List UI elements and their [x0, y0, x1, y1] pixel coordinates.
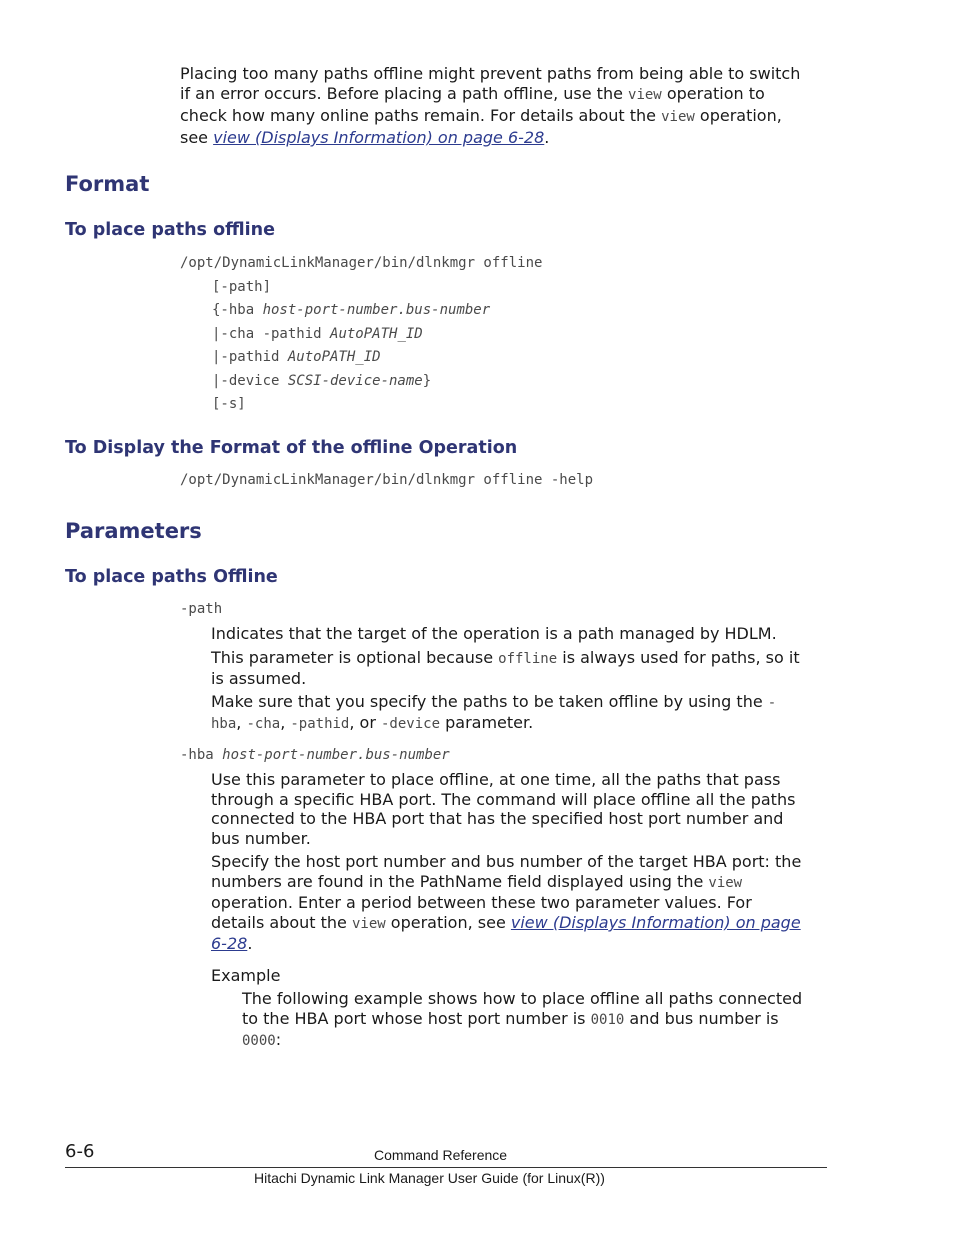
text: is assumed.	[211, 669, 307, 688]
text: if an error occurs. Before placing a path offline, use the	[180, 84, 629, 103]
example-description	[242, 989, 837, 1051]
inline-code: view	[351, 916, 386, 932]
text: operation. Enter a period between these two parameter values. For	[211, 893, 752, 912]
inline-code: view	[661, 109, 695, 125]
code-block-help: /opt/DynamicLinkManager/bin/dlnkmgr offline -help	[180, 472, 594, 488]
page-number: 6-6	[65, 1141, 95, 1162]
text: details about the	[211, 913, 352, 932]
inline-code: view	[628, 87, 662, 103]
text: Make sure that you specify the paths to be taken offline by using the	[211, 692, 768, 711]
code-line	[180, 323, 542, 347]
inline-code: -device	[381, 716, 441, 732]
text: parameter.	[440, 713, 534, 732]
text: Specify the host port number and bus number of the target HBA port: the	[211, 852, 802, 871]
param-desc-path	[211, 624, 836, 734]
param-term-hba	[180, 744, 450, 768]
text: ,	[236, 713, 247, 732]
intro-line-4	[180, 128, 840, 148]
inline-code: view	[708, 875, 743, 891]
code-text: }	[422, 372, 432, 389]
text: to the HBA port whose host port number is	[242, 1009, 591, 1028]
text: see	[180, 128, 214, 147]
text: The following example shows how to place offline all paths connected	[242, 989, 803, 1008]
code-block-offline-syntax	[180, 252, 542, 417]
inline-code: hba	[211, 716, 237, 732]
subheading-display-format: To Display the Format of the offline Operation	[65, 438, 518, 458]
text: is always used for paths, so it	[557, 648, 800, 667]
text: This parameter is optional because	[211, 648, 499, 667]
code-line	[180, 346, 542, 370]
code-line: [-s]	[212, 396, 246, 412]
text: .	[544, 128, 550, 147]
inline-code: offline	[498, 651, 558, 667]
section-heading-format: Format	[65, 172, 150, 196]
code-line	[180, 299, 542, 323]
code-line	[180, 370, 542, 394]
text: :	[275, 1030, 282, 1049]
intro-paragraph	[180, 64, 840, 148]
text: check how many online paths remain. For details about the	[180, 106, 662, 125]
text: Use this parameter to place offline, at one time, all the paths that pass	[211, 770, 781, 789]
subheading-place-offline-params: To place paths Offline	[65, 567, 278, 587]
text: , or	[349, 713, 381, 732]
text: bus number.	[211, 828, 311, 848]
footer-document-title: Hitachi Dynamic Link Manager User Guide (for Linux(R))	[254, 1170, 605, 1186]
text: numbers are found in the PathName field displayed using the	[211, 872, 709, 891]
inline-code: 0010	[590, 1012, 625, 1028]
paragraph	[211, 770, 836, 848]
example-label: Example	[211, 966, 281, 985]
paragraph: Indicates that the target of the operation is a path managed by HDLM.	[211, 624, 777, 643]
text: operation to	[661, 84, 765, 103]
code-placeholder: SCSI-device-name	[287, 372, 423, 389]
text: connected to the HBA port that has the specified host port number and	[211, 809, 784, 828]
param-term-path: -path	[180, 601, 223, 617]
code-text: -hba	[180, 747, 223, 763]
paragraph	[211, 648, 836, 689]
footer-divider	[65, 1167, 827, 1168]
text: operation, see	[385, 913, 511, 932]
text: and bus number is	[624, 1009, 779, 1028]
paragraph	[211, 852, 836, 954]
code-placeholder: host-port-number.bus-number	[222, 747, 450, 763]
code-text: |-pathid	[212, 349, 288, 365]
code-placeholder: AutoPATH_ID	[330, 325, 423, 342]
param-desc-hba	[211, 770, 836, 954]
cross-reference-link[interactable]: view (Displays Information) on page	[510, 913, 801, 932]
footer-section-title: Command Reference	[374, 1147, 508, 1163]
code-line: [-path]	[212, 278, 272, 295]
intro-line-1: Placing too many paths offline might prevent paths from being able to switch	[180, 64, 801, 83]
code-text: |-cha -pathid	[212, 325, 331, 342]
inline-code: -	[767, 695, 777, 711]
paragraph	[242, 989, 837, 1051]
subheading-place-offline: To place paths offline	[65, 220, 275, 240]
cross-reference-link[interactable]: 6-28	[211, 934, 248, 953]
code-line: /opt/DynamicLinkManager/bin/dlnkmgr offline	[180, 255, 543, 271]
intro-line-3	[180, 106, 840, 127]
text: ,	[280, 713, 291, 732]
text: through a specific HBA port. The command will place offline all the paths	[211, 789, 796, 809]
code-text: {-hba	[212, 302, 263, 318]
code-placeholder: host-port-number.bus-number	[262, 302, 491, 318]
paragraph	[211, 692, 836, 734]
inline-code: 0000	[242, 1033, 276, 1049]
inline-code: -pathid	[290, 716, 350, 732]
section-heading-parameters: Parameters	[65, 519, 202, 543]
code-text: |-device	[212, 372, 288, 389]
text: .	[247, 934, 253, 953]
intro-line-2	[180, 84, 840, 105]
text: operation,	[694, 106, 782, 125]
cross-reference-link[interactable]: view (Displays Information) on page 6-28	[213, 128, 545, 147]
code-placeholder: AutoPATH_ID	[287, 349, 381, 365]
inline-code: -cha	[246, 716, 281, 732]
